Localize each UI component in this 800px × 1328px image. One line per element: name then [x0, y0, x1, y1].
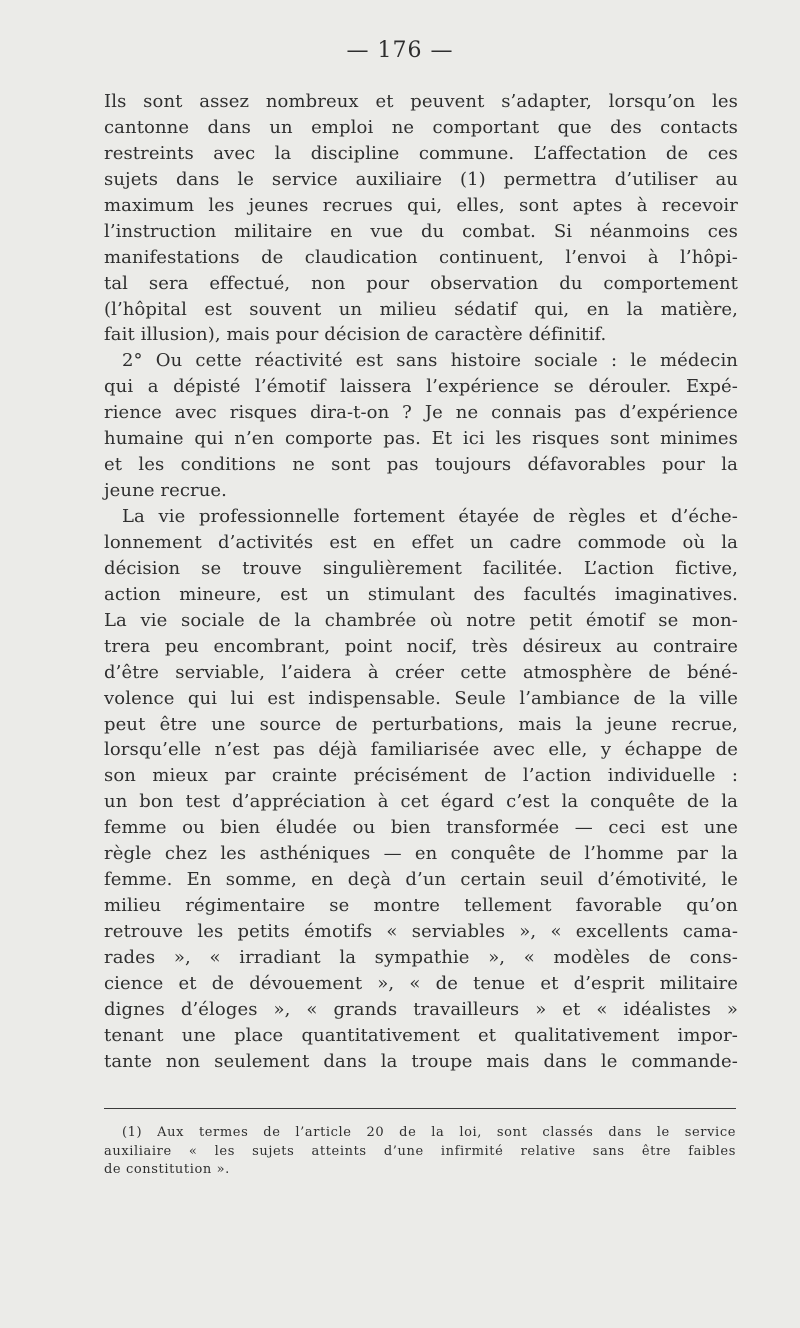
- text-line: tante non seulement dans la troupe mais dans le commande-: [104, 1050, 738, 1072]
- body-text: [104, 89, 738, 1075]
- text-line: tal sera effectué, non pour observation du comportement: [104, 272, 738, 294]
- text-line: rience avec risques dira-t-on ? Je ne connais pas d’expérience: [104, 402, 738, 424]
- footnote-divider: [104, 1108, 736, 1109]
- text-line: cantonne dans un emploi ne comportant que des contacts: [104, 116, 738, 138]
- text-line: volence qui lui est indispensable. Seule l’ambiance de la ville: [104, 687, 738, 709]
- text-line: sujets dans le service auxiliaire (1) permettra d’utiliser au: [104, 168, 738, 190]
- text-line: jeune recrue.: [104, 480, 228, 502]
- text-line: femme. En somme, en deçà d’un certain seuil d’émotivité, le: [104, 869, 738, 891]
- text-line: (l’hôpital est souvent un milieu sédatif qui, en la matière,: [104, 298, 738, 320]
- text-line: femme ou bien éludée ou bien transformée — ceci est une: [104, 817, 738, 839]
- text-line: La vie sociale de la chambrée où notre petit émotif se mon-: [104, 609, 738, 631]
- text-line: manifestations de claudication continuent, l’envoi à l’hôpi-: [104, 246, 738, 268]
- text-line: maximum les jeunes recrues qui, elles, sont aptes à recevoir: [104, 194, 738, 216]
- text-line: son mieux par crainte précisément de l’action individuelle :: [104, 765, 738, 787]
- text-line: décision se trouve singulièrement facilitée. L’action fictive,: [104, 557, 738, 579]
- text-line: cience et de dévouement », « de tenue et d’esprit militaire: [104, 972, 738, 994]
- text-line: qui a dépisté l’émotif laissera l’expérience se dérouler. Expé-: [104, 376, 738, 398]
- text-line: action mineure, est un stimulant des facultés imaginatives.: [104, 583, 738, 605]
- text-line: trera peu encombrant, point nocif, très désireux au contraire: [104, 635, 738, 657]
- footnote-line: de constitution ».: [104, 1162, 230, 1177]
- text-line: retrouve les petits émotifs « serviables », « excellents cama-: [104, 921, 738, 942]
- text-line: l’instruction militaire en vue du combat. Si néanmoins ces: [104, 220, 738, 242]
- footnote: [104, 1124, 736, 1180]
- text-line: humaine qui n’en comporte pas. Et ici les risques sont minimes: [104, 428, 738, 450]
- text-line: d’être serviable, l’aidera à créer cette atmosphère de béné-: [104, 661, 738, 683]
- text-line: La vie professionnelle fortement étayée de règles et d’éche-: [122, 506, 738, 527]
- text-line: un bon test d’appréciation à cet égard c’est la conquête de la: [104, 791, 738, 813]
- text-line: 2° Ou cette réactivité est sans histoire sociale : le médecin: [122, 350, 738, 372]
- text-line: Ils sont assez nombreux et peuvent s’adapter, lorsqu’on les: [104, 91, 738, 112]
- page-number: — 176 —: [346, 38, 454, 63]
- footnote-line: (1) Aux termes de l’article 20 de la loi, sont classés dans le service: [122, 1125, 736, 1140]
- text-line: lorsqu’elle n’est pas déjà familiarisée avec elle, y échappe de: [104, 739, 738, 761]
- footnote-line: auxiliaire « les sujets atteints d’une infirmité relative sans être faibles: [104, 1143, 736, 1159]
- text-line: dignes d’éloges », « grands travailleurs » et « idéalistes »: [104, 998, 738, 1020]
- text-line: et les conditions ne sont pas toujours défavorables pour la: [104, 454, 738, 476]
- text-line: lonnement d’activités est en effet un cadre commode où la: [104, 531, 738, 553]
- text-line: tenant une place quantitativement et qualitativement impor-: [104, 1024, 738, 1046]
- text-line: fait illusion), mais pour décision de caractère définitif.: [104, 324, 607, 346]
- text-line: peut être une source de perturbations, mais la jeune recrue,: [104, 713, 738, 735]
- text-line: règle chez les asthéniques — en conquête de l’homme par la: [104, 843, 738, 865]
- text-line: rades », « irradiant la sympathie », « modèles de cons-: [104, 946, 738, 968]
- text-line: milieu régimentaire se montre tellement favorable qu’on: [104, 895, 738, 917]
- text-line: restreints avec la discipline commune. L’affectation de ces: [104, 142, 738, 164]
